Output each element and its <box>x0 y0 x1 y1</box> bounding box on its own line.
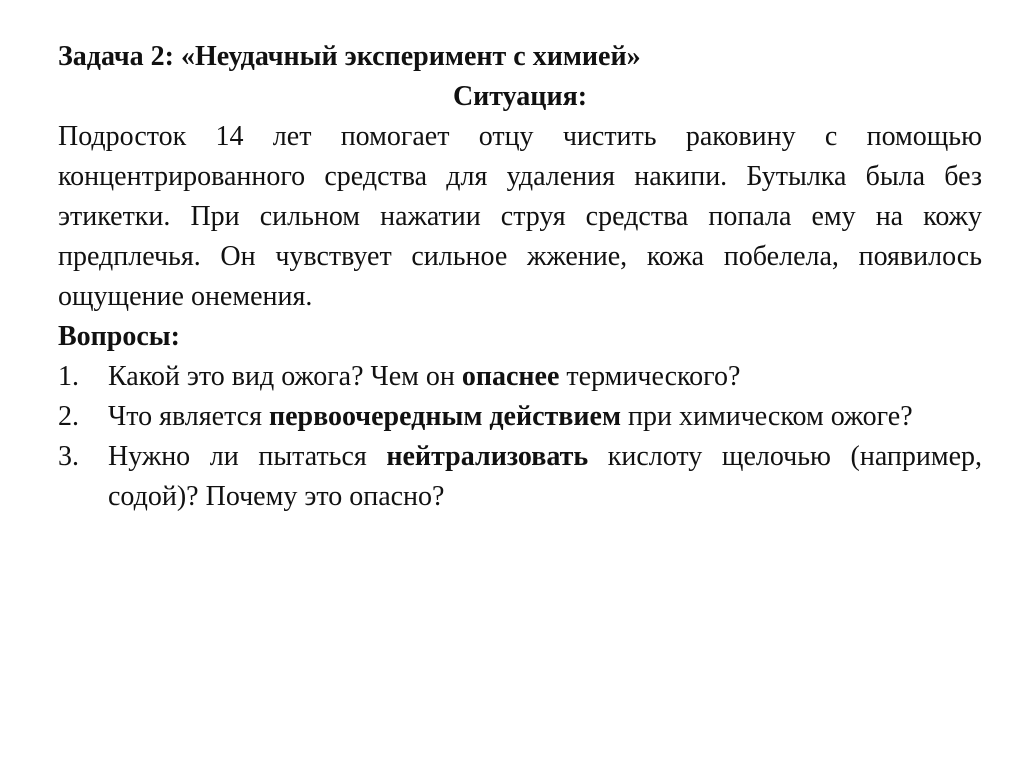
question-emphasis: нейтрализовать <box>386 441 589 472</box>
question-emphasis: опаснее <box>461 361 560 392</box>
question-text: при химическом ожоге? <box>621 401 913 432</box>
question-number: 3. <box>58 441 79 472</box>
question-text: Что является <box>108 401 269 432</box>
question-item <box>58 357 982 397</box>
task-title: Задача 2: «Неудачный эксперимент с химией» <box>58 41 641 72</box>
question-text: Нужно ли пытаться <box>108 441 387 472</box>
slide-content <box>58 37 982 517</box>
question-emphasis: первоочередным действием <box>268 401 622 432</box>
question-text: термического? <box>559 361 741 392</box>
question-text: кислоту щелочью (например, содой)? Почему это опасно? <box>108 441 982 512</box>
question-number: 1. <box>58 361 79 392</box>
situation-heading: Ситуация: <box>452 81 588 112</box>
questions-list <box>58 357 982 517</box>
question-item <box>58 437 982 517</box>
question-number: 2. <box>58 401 79 432</box>
question-item <box>58 397 982 437</box>
questions-heading: Вопросы: <box>58 321 180 352</box>
situation-text: Подросток 14 лет помогает отцу чистить раковину с помощью концентрированного средства для удаления накипи. Бутылка была без этикетки. При сильном нажатии струя средства попала ему на кожу предплечья. Он чувствует сильное жжение, кожа побелела, появилось ощущение онемения. <box>58 121 982 312</box>
question-text: Какой это вид ожога? Чем он <box>108 361 462 392</box>
